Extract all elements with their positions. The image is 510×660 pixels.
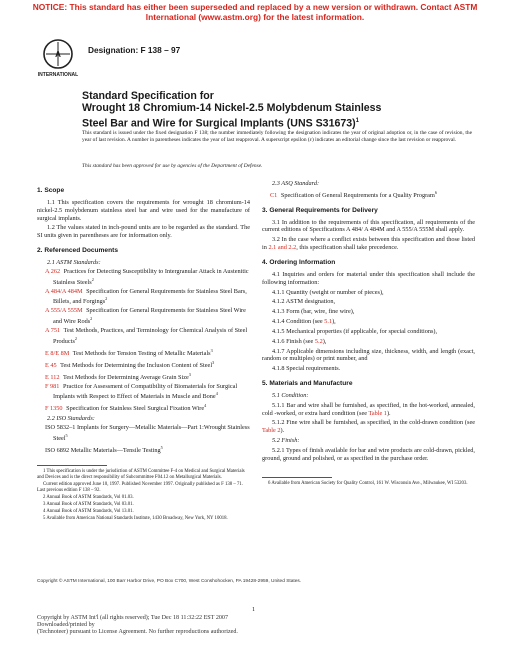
ref-item: E 45 Test Methods for Determining the Inclusion Content of Steel$^3$ [45, 359, 215, 369]
ordering-item: 4.1.8 Special requirements. [272, 365, 341, 373]
ordering-item: 4.1.5 Mechanical properties (if applicable, for special conditions), [272, 327, 438, 335]
logo-text: INTERNATIONAL [37, 72, 79, 78]
ref-link-a262[interactable]: A 262 [45, 267, 61, 275]
section-materials-heading: 5. Materials and Manufacture [262, 380, 353, 388]
ref-link-f981[interactable]: F 981 [45, 382, 60, 390]
iso-standards-label: 2.2 ISO Standards: [47, 415, 95, 423]
stamp-line-3: (Technoteer) pursuant to License Agreement. No further reproductions authorized. [37, 629, 238, 636]
stamp-line-2: Downloaded/printed by [37, 622, 95, 629]
link-section-5-2[interactable]: 5.2 [314, 337, 323, 345]
footnote: 4 Annual Book of ASTM Standards, Vol 13.01. [43, 508, 134, 514]
footnote: 1 This specification is under the jurisdiction of ASTM Committee F-4 on Medical and Surgical Materials and Devices and is the direct responsibility of Subcommittee F04.12 on Metallurgical Materials. [37, 468, 245, 480]
notice-banner [0, 2, 510, 22]
scope-p1: 1.1 This specification covers the requirements for wrought 18 chromium-14 nickel-2.5 molybdenum stainless steel bar and wire used for the manufacture of surgical implants. [37, 198, 250, 222]
ref-item: E 112 Test Methods for Determining Average Grain Size$^3$ [45, 371, 191, 381]
asq-standard-label: 2.3 ASQ Standard: [272, 180, 320, 187]
section-ordering-heading: 4. Ordering Information [262, 258, 336, 266]
ref-link-e112[interactable]: E 112 [45, 373, 60, 381]
left-column [37, 180, 250, 523]
issued-note: This standard is issued under the fixed designation F 138; the number immediately following the designation indicates the year of original adoption or, in the case of revision, the year of last revision. A number in parentheses indicates the year of last reapproval. A superscript epsilon (ε) indicates an editorial change since the last revision or reapproval. [82, 130, 472, 144]
materials-c1: 5.1.1 Bar and wire shall be furnished, as specified, in the hot-worked, annealed, cold -worked, or extra hard condition (see Table 1). [262, 401, 475, 417]
document-title [82, 90, 502, 130]
title-footnote-mark: 1 [355, 117, 360, 124]
link-section-5-1[interactable]: 5.1 [324, 318, 333, 326]
right-column [262, 180, 475, 488]
copyright-line: Copyright © ASTM International, 100 Barr Harbor Drive, PO Box C700, West Conshohocken, PA 19428-2959, United States. [37, 579, 302, 584]
ordering-intro: 4.1 Inquiries and orders for material under this specification shall include the following information: [262, 270, 475, 286]
ref-item: ISO 5832–1 Implants for Surgery—Metallic Materials—Part 1:Wrought Stainless Steel$^5$ [45, 424, 250, 443]
section-scope-heading: 1. Scope [37, 187, 65, 194]
ref-item: A 262 Practices for Detecting Susceptibility to Intergranular Attack in Austenitic Stainless Steels$^2$ [45, 267, 249, 286]
section-references-heading: 2. Referenced Documents [37, 247, 118, 255]
ref-link-a555[interactable]: A 555/A 555M [45, 307, 83, 315]
ref-link-a751[interactable]: A 751 [45, 327, 61, 335]
ordering-item: 4.1.2 ASTM designation, [272, 298, 336, 306]
section-general-heading: 3. General Requirements for Delivery [262, 206, 378, 214]
ref-item: F 1350 Specification for Stainless Steel Surgical Fixation Wire$^4$ [45, 403, 207, 413]
ordering-item: 4.1.6 Finish (see 5.2), [272, 337, 327, 345]
title-line-3: Steel Bar and Wire for Surgical Implants (UNS S31673) [82, 117, 356, 130]
footnote: 3 Annual Book of ASTM Standards, Vol 03.01. [43, 501, 134, 507]
stamp-line-1: Copyright by ASTM Int'l (all rights reserved); Tue Dec 18 11:32:22 EST 2007 [37, 615, 229, 621]
page-number: 1 [252, 606, 256, 613]
link-table-1[interactable]: Table 1 [368, 409, 387, 417]
ordering-item: 4.1.4 Condition (see 5.1), [272, 318, 336, 326]
ref-link-a484[interactable]: A 484/A 484M [45, 287, 83, 295]
footnote: 6 Available from American Society for Quality Control, 161 W. Wisconsin Ave., Milwaukee, WI 53203. [268, 480, 468, 486]
general-p2: 3.2 In the case where a conflict exists between this specification and those listed in 2.1 and 2.2, this specification shall take precedence. [262, 236, 475, 252]
link-table-2[interactable]: Table 2 [262, 427, 281, 435]
ordering-item: 4.1.1 Quantity (weight or number of pieces), [272, 288, 384, 296]
ref-link-e45[interactable]: E 45 [45, 361, 57, 369]
license-stamp [37, 615, 238, 637]
condition-label: 5.1 Condition: [272, 391, 309, 399]
link-sections-2-1-2-2[interactable]: 2.1 and 2.2 [268, 244, 297, 252]
materials-c2: 5.1.2 Fine wire shall be furnished, as specified, in the cold-drawn condition (see Table 2). [262, 419, 475, 435]
designation: Designation: F 138 – 97 [88, 45, 181, 55]
scope-p2: 1.2 The values stated in inch-pound units are to be regarded as the standard. The SI units given in parentheses are for information only. [37, 224, 250, 240]
ref-item: E 8/E 8M Test Methods for Tension Testing of Metallic Materials$^3$ [45, 347, 213, 357]
astm-standards-label: 2.1 ASTM Standards: [47, 258, 101, 266]
footnote-divider [262, 477, 332, 478]
title-line-1: Standard Specification for [82, 90, 214, 102]
svg-text:A: A [55, 50, 61, 59]
footnote: 5 Available from American National Standards Institute, 1430 Broadway, New York, NY 10018. [43, 515, 228, 521]
title-line-2: Wrought 18 Chromium-14 Nickel-2.5 Molybdenum Stainless [82, 102, 382, 115]
ordering-item: 4.1.3 Form (bar, wire, fine wire), [272, 308, 355, 316]
astm-logo [36, 36, 80, 78]
general-p1: 3.1 In addition to the requirements of this specification, all requirements of the current editions of Specifications A 484/ A 484M and A 555/A 555M shall apply. [262, 218, 475, 234]
ref-item: A 751 Test Methods, Practices, and Terminology for Chemical Analysis of Steel Products$^2$ [45, 327, 248, 345]
materials-f1: 5.2.1 Types of finish available for bar and wire products are cold-drawn, pickled, ground, ground and polished, or as specified in the purchase order. [262, 447, 475, 462]
approval-note: This standard has been approved for use by agencies of the Department of Defense. [82, 163, 263, 169]
footnote: 2 Annual Book of ASTM Standards, Vol 01.03. [43, 494, 134, 500]
ref-item: A 555/A 555M Specification for General Requirements for Stainless Steel Wire and Wire Rods$^2$ [45, 307, 246, 326]
ref-item: ISO 6892 Metallic Materials—Tensile Testing$^5$ [45, 444, 163, 454]
ref-item: C1 Specification of General Requirements for a Quality Program$^6$ [270, 189, 437, 199]
notice-line-1: NOTICE: This standard has either been superseded and replaced by a new version or withdrawn. Contact ASTM [32, 2, 478, 12]
finish-label: 5.2 Finish: [272, 437, 300, 445]
footnote-divider [37, 465, 107, 466]
ref-item: F 981 Practice for Assessment of Compatibility of Biomaterials for Surgical Implants with Respect to Effect of Materials in Muscle and Bone$^4$ [45, 382, 238, 401]
ref-link-f1350[interactable]: F 1350 [45, 405, 63, 413]
footnote: Current edition approved June 10, 1997. Published November 1997. Originally published as F 138 – 71. Last previous edition F 138 – 92. [37, 481, 243, 493]
ordering-item: 4.1.7 Applicable dimensions including size, thickness, width, and length (exact, random or multiples) or print number, and [262, 347, 475, 363]
ref-item: A 484/A 484M Specification for General Requirements for Stainless Steel Bars, Billets, and Forgings$^2$ [45, 287, 247, 306]
ref-link-e8[interactable]: E 8/E 8M [45, 349, 70, 357]
ref-link-c1[interactable]: C1 [270, 191, 278, 199]
notice-line-2: International (www.astm.org) for the latest information. [145, 12, 365, 22]
